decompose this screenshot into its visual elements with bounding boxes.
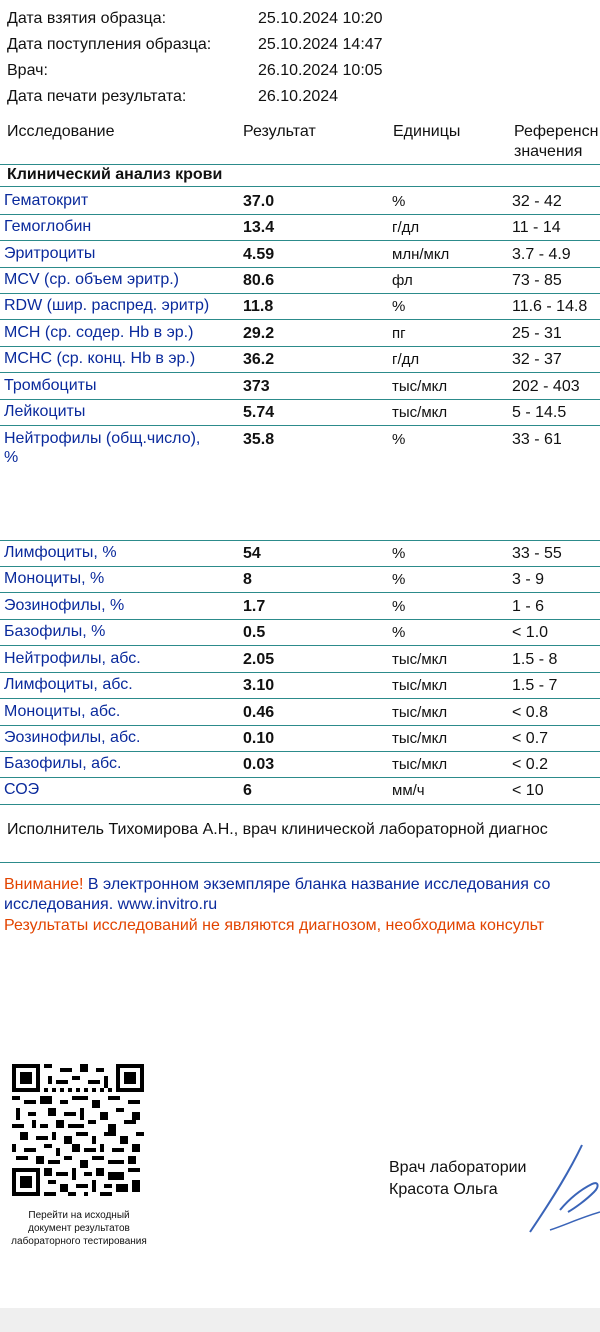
table-row-ref: < 10 [512, 782, 544, 799]
header-reference: Референсн [514, 123, 599, 140]
warning-line-2[interactable]: исследования. www.invitro.ru [4, 896, 218, 913]
table-row-unit: % [392, 598, 406, 615]
table-row-value: 0.46 [243, 704, 275, 721]
table-row-unit: % [392, 545, 406, 562]
divider [0, 672, 600, 673]
meta-value-sample-date: 25.10.2024 10:20 [258, 10, 383, 27]
meta-label-receipt-date: Дата поступления образца: [7, 36, 212, 53]
table-row-value: 11.8 [243, 298, 274, 315]
header-study: Исследование [7, 123, 115, 140]
table-row-value: 2.05 [243, 651, 275, 668]
table-row-name-cont: % [4, 449, 19, 466]
table-row-value: 29.2 [243, 325, 275, 342]
table-row-name: RDW (шир. распред. эритр) [4, 297, 210, 314]
meta-value-doctor: 26.10.2024 10:05 [258, 62, 383, 79]
table-row-value: 3.10 [243, 677, 275, 694]
table-row-ref: 3 - 9 [512, 571, 545, 588]
table-row-value: 36.2 [243, 351, 275, 368]
table-row-ref: 5 - 14.5 [512, 404, 567, 421]
table-row-ref: 202 - 403 [512, 378, 580, 395]
table-row-value: 8 [243, 571, 252, 588]
table-row-ref: < 1.0 [512, 624, 549, 641]
divider [0, 566, 600, 567]
table-row-name: Гемоглобин [4, 218, 92, 235]
table-row-name: Эозинофилы, % [4, 597, 125, 614]
divider [0, 346, 600, 347]
table-row-ref: < 0.7 [512, 730, 549, 747]
signature-block [389, 1157, 526, 1201]
table-row-name: Моноциты, абс. [4, 703, 121, 720]
meta-label-sample-date: Дата взятия образца: [7, 10, 167, 27]
table-row-unit: мм/ч [392, 782, 425, 799]
table-row-ref: 11.6 - 14.8 [512, 298, 588, 315]
table-row-unit: тыс/мкл [392, 730, 448, 747]
table-row-ref: 33 - 61 [512, 431, 562, 448]
table-row-unit: % [392, 431, 406, 448]
table-row-value: 80.6 [243, 272, 275, 289]
table-row-name: Базофилы, % [4, 623, 106, 640]
table-row-ref: 73 - 85 [512, 272, 562, 289]
table-row-value: 0.03 [243, 756, 275, 773]
header-units: Единицы [393, 123, 461, 140]
handwritten-signature [520, 1140, 600, 1250]
qr-code[interactable] [12, 1064, 144, 1196]
table-row-name: Эритроциты [4, 245, 96, 262]
divider [0, 425, 600, 426]
qr-caption-line: документ результатов [28, 1223, 130, 1234]
table-row-unit: фл [392, 272, 413, 289]
divider [0, 751, 600, 752]
table-row-ref: 33 - 55 [512, 545, 562, 562]
qr-caption-line: лабораторного тестирования [11, 1236, 147, 1247]
warning-line-1 [4, 876, 550, 894]
table-row-name: MCV (ср. объем эритр.) [4, 271, 179, 288]
table-row-ref: < 0.8 [512, 704, 549, 721]
table-row-value: 37.0 [243, 193, 275, 210]
table-row-unit: тыс/мкл [392, 756, 448, 773]
divider [0, 619, 600, 620]
table-row-value: 35.8 [243, 431, 275, 448]
table-row-name: Лейкоциты [4, 403, 86, 420]
table-row-name: Нейтрофилы, абс. [4, 650, 141, 667]
warning-text: В электронном экземпляре бланка название исследования со [83, 876, 551, 893]
section-title: Клинический анализ крови [7, 166, 223, 183]
table-row-name: Лимфоциты, % [4, 544, 117, 561]
table-row-unit: % [392, 298, 406, 315]
table-row-ref: 11 - 14 [512, 219, 561, 236]
signature-title: Врач лаборатории [389, 1159, 527, 1176]
divider [0, 372, 600, 373]
table-row-ref: 25 - 31 [512, 325, 562, 342]
meta-value-receipt-date: 25.10.2024 14:47 [258, 36, 383, 53]
table-row-value: 373 [243, 378, 270, 395]
table-row-unit: пг [392, 325, 406, 342]
table-row-unit: тыс/мкл [392, 404, 448, 421]
qr-caption [0, 1209, 158, 1248]
divider [0, 267, 600, 268]
bottom-bar [0, 1308, 600, 1332]
table-row-unit: тыс/мкл [392, 651, 448, 668]
divider [0, 645, 600, 646]
divider [0, 214, 600, 215]
meta-label-print-date: Дата печати результата: [7, 88, 187, 105]
table-row-ref: < 0.2 [512, 756, 549, 773]
header-result: Результат [243, 123, 316, 140]
table-row-ref: 1.5 - 7 [512, 677, 558, 694]
table-row-name: Моноциты, % [4, 570, 105, 587]
table-row-value: 1.7 [243, 598, 266, 615]
table-row-name: MCH (ср. содер. Hb в эр.) [4, 324, 194, 341]
warning-line-3: Результаты исследований не являются диагнозом, необходима консульт [4, 917, 545, 934]
table-row-value: 6 [243, 782, 252, 799]
header-reference-2: значения [514, 143, 583, 160]
divider [0, 240, 600, 241]
table-row-value: 5.74 [243, 404, 275, 421]
divider [0, 186, 600, 187]
executor-text: Исполнитель Тихомирова А.Н., врач клинической лабораторной диагнос [7, 821, 548, 838]
divider [0, 862, 600, 863]
qr-caption-line: Перейти на исходный [28, 1210, 130, 1221]
table-row-ref: 32 - 37 [512, 351, 562, 368]
divider [0, 540, 600, 541]
divider [0, 592, 600, 593]
meta-label-doctor: Врач: [7, 62, 48, 79]
table-row-value: 0.10 [243, 730, 275, 747]
table-row-value: 54 [243, 545, 261, 562]
meta-value-print-date: 26.10.2024 [258, 88, 339, 105]
table-row-unit: % [392, 624, 406, 641]
table-row-unit: г/дл [392, 351, 420, 368]
table-row-name: Базофилы, абс. [4, 755, 122, 772]
table-row-value: 0.5 [243, 624, 266, 641]
divider [0, 319, 600, 320]
table-row-name: Нейтрофилы (общ.число), [4, 430, 201, 447]
table-row-ref: 3.7 - 4.9 [512, 246, 571, 263]
divider [0, 293, 600, 294]
table-row-unit: % [392, 571, 406, 588]
table-row-ref: 1 - 6 [512, 598, 545, 615]
table-row-unit: тыс/мкл [392, 704, 448, 721]
divider [0, 804, 600, 805]
table-row-unit: тыс/мкл [392, 378, 448, 395]
table-row-unit: тыс/мкл [392, 677, 448, 694]
table-row-name: Гематокрит [4, 192, 89, 209]
table-row-unit: млн/мкл [392, 246, 450, 263]
table-row-ref: 32 - 42 [512, 193, 562, 210]
meta-cut-off-row [7, 0, 11, 9]
table-row-value: 13.4 [243, 219, 275, 236]
signature-name: Красота Ольга [389, 1181, 498, 1198]
divider [0, 698, 600, 699]
table-row-name: MCHC (ср. конц. Hb в эр.) [4, 350, 196, 367]
divider [0, 725, 600, 726]
table-row-name: Тромбоциты [4, 377, 97, 394]
divider [0, 399, 600, 400]
table-row-name: Эозинофилы, абс. [4, 729, 141, 746]
table-row-name: Лимфоциты, абс. [4, 676, 133, 693]
table-row-unit: г/дл [392, 219, 420, 236]
table-row-ref: 1.5 - 8 [512, 651, 558, 668]
divider [0, 164, 600, 165]
divider [0, 777, 600, 778]
table-row-unit: % [392, 193, 406, 210]
table-row-value: 4.59 [243, 246, 275, 263]
table-row-name: СОЭ [4, 781, 40, 798]
warning-attention: Внимание! [4, 876, 84, 893]
